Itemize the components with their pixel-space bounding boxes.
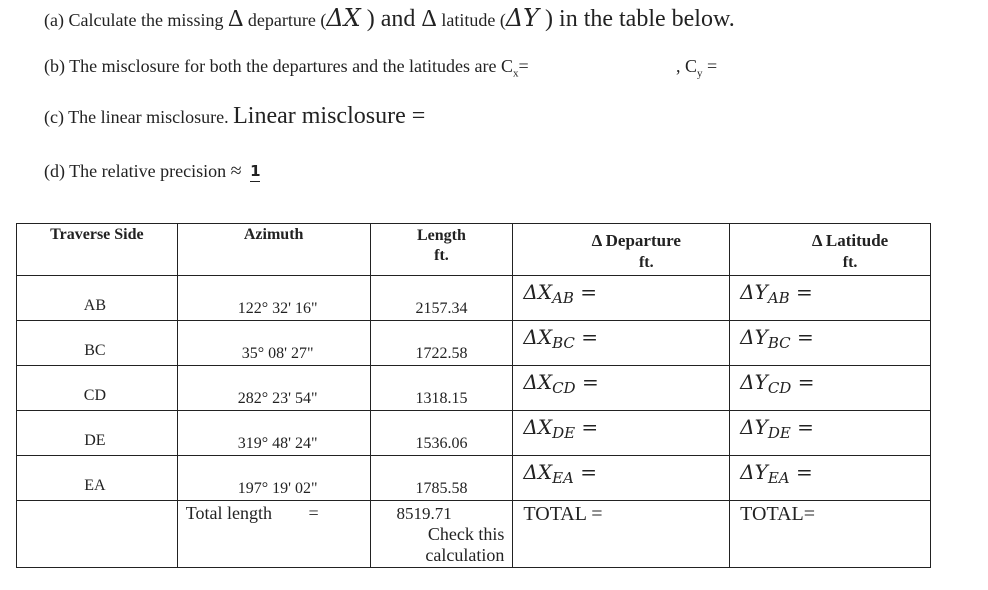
azimuth-value: 319° 48' 24" [237,435,318,452]
traverse-side: AB [83,297,107,314]
departure-cell [513,366,730,411]
linear-misclosure-label: Linear misclosure = [233,103,426,129]
dx-subscript: BC [552,334,575,352]
dy-subscript: CD [767,379,792,397]
total-length-cell [370,501,513,568]
traverse-side: EA [84,477,106,494]
table-row [17,366,931,411]
cx-subscript: x [513,67,519,80]
latitude-expression [730,276,930,307]
azimuth-cell [177,456,370,501]
header-departure-label: Δ Departure [591,231,681,250]
question-a-suffix: ) in the table below. [539,6,735,32]
header-latitude [730,224,931,276]
departure-expression [513,411,729,442]
dy-subscript: DE [767,424,791,442]
check-note-line1: Check this [427,524,505,544]
cy-equals: = [702,56,718,76]
latitude-cell [730,276,931,321]
question-d-text: (d) The relative precision [44,161,231,181]
header-departure [513,224,730,276]
departure-expression [513,366,729,397]
azimuth-value: 122° 32' 16" [237,300,318,317]
total-length-label-cell [177,501,370,568]
departure-total-cell [513,501,730,568]
traverse-side: CD [83,387,107,404]
fraction-numerator: 1 [250,161,261,180]
equals-sign: = [581,415,599,439]
header-length-label: Length [417,227,466,244]
cy-subscript: y [697,67,703,80]
header-traverse-side-label: Traverse Side [50,226,144,243]
side-cell [17,366,178,411]
length-cell [370,411,513,456]
table-row [17,456,931,501]
latitude-expression [730,366,930,397]
traverse-table [16,223,931,568]
side-cell [17,411,178,456]
equals-sign: = [580,280,598,304]
departure-expression [513,321,729,352]
equals-sign: = [797,415,814,439]
side-cell [17,456,178,501]
latitude-expression [730,456,930,487]
delta-symbol: Δ [421,6,437,32]
departure-cell [513,321,730,366]
length-value: 1318.15 [415,390,468,407]
equals-sign: = [796,280,813,304]
total-length-value: 8519.71 [396,504,452,523]
latitude-expression [730,321,930,352]
azimuth-cell [177,276,370,321]
length-cell [370,276,513,321]
traverse-side: DE [84,432,106,449]
header-length-unit: ft. [434,247,449,264]
latitude-expression [730,411,930,442]
total-empty-cell [17,501,178,568]
dx-subscript: DE [552,424,576,442]
header-latitude-unit: ft. [842,254,858,271]
table-header-row [17,224,931,276]
equals-sign: = [795,460,813,484]
cy-label: , C [676,56,698,76]
length-value: 1536.06 [415,435,468,452]
equals-sign: = [796,325,814,349]
length-cell [370,456,513,501]
question-b [44,56,529,80]
azimuth-cell [177,321,370,366]
equals-sign: = [797,370,815,394]
length-cell [370,366,513,411]
delta-symbol: Δ [227,6,244,32]
dy-symbol: ΔY [740,415,768,439]
question-c [44,103,425,130]
departure-total: TOTAL = [523,503,603,525]
dy-subscript: AB [767,289,790,307]
delta-x-symbol: ΔX [326,4,361,32]
dy-symbol: ΔY [740,325,768,349]
latitude-total: TOTAL= [740,503,816,525]
question-c-text: (c) The linear misclosure. [44,107,234,127]
question-b-cy [676,56,717,80]
equals-sign: = [580,460,597,484]
delta-y-symbol: ΔY [505,4,540,32]
length-value: 1722.58 [415,345,468,362]
header-traverse-side [17,224,178,276]
latitude-cell [730,411,931,456]
departure-expression [513,276,729,307]
departure-cell [513,276,730,321]
azimuth-cell [177,411,370,456]
azimuth-value: 282° 23' 54" [237,390,318,407]
question-d [44,160,261,183]
latitude-cell [730,321,931,366]
traverse-side: BC [84,342,106,359]
header-latitude-label: Δ Latitude [811,231,889,250]
latitude-cell [730,366,931,411]
dy-subscript: BC [767,334,791,352]
header-length [370,224,513,276]
header-azimuth-label: Azimuth [243,226,304,243]
question-a [44,4,735,33]
side-cell [17,276,178,321]
departure-cell [513,456,730,501]
azimuth-value: 35° 08' 27" [241,345,314,362]
equals-sign: = [581,370,599,394]
question-b-text: (b) The misclosure for both the departures and the latitudes are C [44,56,514,76]
check-note-line2: calculation [425,545,505,565]
dx-subscript: CD [552,379,576,397]
azimuth-value: 197° 19' 02" [237,480,318,497]
dx-symbol: ΔX [523,280,553,304]
question-a-latitude-word: latitude ( [436,10,506,30]
question-a-mid: ) and [360,6,422,32]
dy-symbol: ΔY [740,460,768,484]
total-length-label: Total length [185,503,273,523]
departure-expression [513,456,729,487]
dx-symbol: ΔX [523,415,553,439]
azimuth-cell [177,366,370,411]
table-row [17,321,931,366]
dx-subscript: EA [552,469,574,487]
total-equals: = [308,503,319,523]
length-cell [370,321,513,366]
fraction-bar [250,181,260,182]
question-a-departure-word: departure ( [243,10,327,30]
equals-sign: = [581,325,598,349]
dy-symbol: ΔY [740,280,768,304]
length-value: 1785.58 [415,480,468,497]
dy-subscript: EA [767,469,790,487]
dx-subscript: AB [552,289,574,307]
dy-symbol: ΔY [740,370,768,394]
header-azimuth [177,224,370,276]
latitude-total-cell [730,501,931,568]
table-row [17,276,931,321]
latitude-cell [730,456,931,501]
length-value: 2157.34 [415,300,468,317]
cx-equals: = [518,56,529,76]
dx-symbol: ΔX [523,325,553,349]
dx-symbol: ΔX [523,370,553,394]
departure-cell [513,411,730,456]
question-a-text: (a) Calculate the missing [44,10,228,30]
table-row [17,411,931,456]
total-row [17,501,931,568]
dx-symbol: ΔX [523,460,553,484]
approx-symbol: ≈ [230,160,242,182]
precision-fraction [250,161,261,182]
side-cell [17,321,178,366]
header-departure-unit: ft. [638,254,654,271]
